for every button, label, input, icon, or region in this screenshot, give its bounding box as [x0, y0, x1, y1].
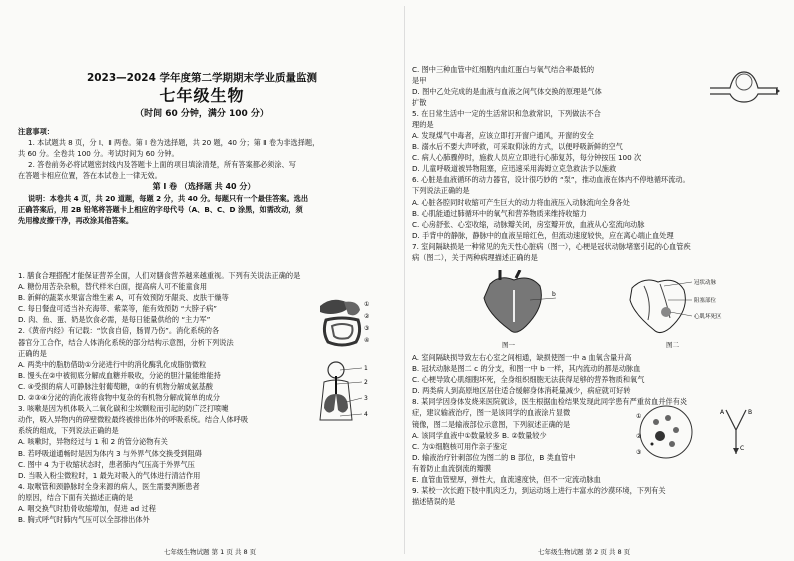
capillary-exchange-figure	[708, 66, 780, 106]
necrosis-area	[661, 307, 671, 317]
time-score: （时间 60 分钟，满分 100 分）	[135, 109, 269, 119]
section1-intro: 说明：本卷共 4 页，共 20 道题，每题 2 分，共 40 分。每题只有一个最佳答案。选出	[28, 193, 309, 203]
fig-label: A	[720, 409, 725, 416]
fig-label: 阻塞部位	[694, 298, 717, 304]
question-line: C. 心房舒张、心室收缩，动脉瓣关闭，房室瓣开放，血液从心室流向动脉	[412, 219, 645, 229]
questions-block	[18, 270, 314, 525]
notes-heading: 注意事项：	[18, 127, 54, 136]
question-line: B. 冠状动脉是图二 c 的分支，和图一中 b 一样，其内流动的都是动脉血	[412, 364, 641, 374]
question-line: A. 发现煤气中毒者，应该立即打开窗户通风，开窗的安全	[412, 131, 594, 140]
fig-label: 3	[364, 395, 368, 402]
vessel-path	[710, 94, 778, 102]
question-line: 6. 心脏是血液循环的动力器官，设计很巧妙的 “泵”，推动血液在体内不停地循环流动。	[412, 175, 690, 185]
arrow-right-icon	[776, 88, 780, 94]
fig-label: b	[552, 291, 556, 298]
question-line: D. 图中乙处完成的是血液与血液之间气体交换的原理是气体	[412, 87, 602, 97]
note-line: 共 60 分。全卷共 100 分。考试时间为 60 分钟。	[18, 149, 179, 159]
blood-cell	[669, 441, 675, 447]
question-line: C. ④受损的病人可静脉注射葡萄糖，③的有机物分解成氨基酸	[18, 381, 213, 391]
question-line: A. 室间隔缺损导致左右心室之间相通，缺损使图一中 a 血氧含量升高	[412, 353, 632, 362]
question-line: 2.《黄帝内经》有记载：“饮食自倍，肠胃乃伤”。消化系统的各	[18, 326, 220, 336]
right-text-top	[412, 64, 702, 131]
question-line: 7. 室间隔缺损是一种常见的先天性心脏病（图一），心梗是冠状动脉堵塞引起的心血管疾	[412, 241, 691, 251]
question-line: A. 心脏各腔同时收缩可产生巨大的动力将血液压入动脉流向全身各处	[412, 197, 630, 207]
question-line: D. 当吸入粉尘微粒时，1 最先对吸入的气体进行清洁作用	[18, 470, 201, 480]
heart-infarction-figure	[620, 272, 730, 340]
question-line: C. 病人心肺骤停时，施救人员应立即进行心肺复苏，每分钟按压 100 次	[412, 153, 642, 163]
question-line: C. 每日餐盘可适当补充海带、紫菜等，能有效预防 “大脖子病”	[18, 304, 218, 314]
question-line: 动作，吸入异物内的碎壁微粒最终被排出体外的呼吸系统。结合人体呼吸	[18, 415, 249, 425]
question-line: 理的是	[412, 120, 434, 130]
question-line: D. 手背中的静脉，静脉中的血液呈暗红色，但流动速度较快，应在离心端止血处理	[412, 230, 674, 240]
microscope-field	[640, 406, 692, 458]
fig-label: 冠状动脉	[694, 280, 717, 286]
question-line: 8. 某同学因身体发烧来医院就诊，医生根据血检结果发现此同学患有严重贫血并伴有炎	[412, 397, 688, 407]
fig-label: ①	[364, 301, 370, 308]
section1-intro: 先用橡皮擦干净，再改涂其他答案。	[18, 215, 134, 225]
fig-label: C	[740, 445, 745, 452]
question-line: 有着防止血流倒流的瓣膜	[412, 463, 492, 473]
label-line	[346, 398, 362, 402]
question-line: D. 儿童呼吸道被异物阻塞，应迅速采用海姆立克急救法予以施救	[412, 164, 617, 174]
blood-cell	[665, 415, 671, 421]
note-line: 2. 答卷前务必将试题密封线内及答题卡上面的项目填涂清楚，所有答案都必须涂、写	[28, 160, 296, 170]
fig-label: 4	[364, 411, 368, 418]
exam-title: 2023—2024 学年度第二学期期末学业质量监测	[86, 72, 318, 84]
question-line: 3. 咳嗽是因为机体吸入二氧化碳和尘埃颗粒而引起的防广泛打喷嚏	[18, 404, 229, 414]
question-line: 5. 在日常生活中一定的生活常识和急救常识，下列做法不合	[412, 109, 601, 119]
intestine-shape	[324, 318, 359, 345]
question-line: 系统的组成，下列说法正确的是	[18, 426, 119, 436]
right-page	[410, 0, 786, 561]
question-line: C. 图中三种血管中红细胞内血红蛋白与氧气结合率最低的	[412, 65, 595, 74]
question-line: 镜像，图二是输液部位示意图，下列叙述正确的是	[412, 419, 571, 429]
fig1-caption: 图一	[502, 341, 515, 349]
question-line: B. 新鲜的蔬菜水果富含维生素 A，可有效预防牙龈炎、皮肤干燥等	[18, 293, 229, 303]
fig-label: ②	[364, 313, 370, 320]
right-lung-shape	[336, 394, 348, 413]
question-line: D. 两类病人到高原地区居住适合缓解身体消耗量减少，病症就可好转	[412, 386, 631, 396]
question-line: 的原因，结合下面有关描述正确的是	[18, 492, 134, 502]
arrow-down-icon	[733, 448, 739, 454]
note-line: 1. 本试题共 8 页，分 Ⅰ、Ⅱ 两卷。第 Ⅰ 卷为选择题，共 20 题，40 分；第 Ⅱ 卷为非选择题，	[28, 138, 320, 148]
fig-label: B	[748, 409, 753, 416]
question-line: 描述错误的是	[412, 497, 456, 507]
question-line: 正确的是	[18, 348, 47, 358]
question-line: C. 心梗导致心肌细胞坏死，全身组织细胞无法获得足够的营养物质和氧气	[412, 375, 645, 385]
blood-smear-figure	[636, 404, 776, 460]
label-line	[337, 382, 362, 384]
note-line: 在答题卡相应位置，答在本试卷上一律无效。	[18, 171, 162, 181]
question-line: C. 图中 4 为于收缩状态时，患者肺内气压高于外界气压	[18, 459, 195, 469]
platelet	[651, 443, 654, 446]
question-line: C. 为①细胞核可用作亲子鉴定	[412, 441, 508, 451]
digestive-system-figure	[312, 292, 372, 352]
question-line: B. 若呼吸道通畅时是因为体内 3 与外界气体交换受到阻碍	[18, 448, 202, 458]
white-blood-cell	[655, 431, 665, 441]
question-line: B. 胸式呼气时肺内气压可以全部排出体外	[18, 515, 150, 525]
fig-label: ②	[636, 433, 642, 440]
fig-label: ③	[364, 325, 370, 332]
fig-label: ④	[364, 337, 370, 344]
question-line: 扩散	[412, 98, 427, 108]
respiratory-system-figure	[310, 360, 376, 422]
question-line: A. 糖份用苦杂杂粮，替代样米白面，提高病人可不能童食用	[18, 282, 208, 292]
liver-shape	[320, 300, 348, 314]
question-line: 1. 膳食合理搭配才能保证营养全面，人们对膳食营养越来越重视。下列有关说法正确的是	[18, 271, 301, 280]
question-line: D. ②③④分泌的消化液将食物中复杂的有机物分解成简单的成分	[18, 393, 220, 403]
question-line: A. 该同学血液中①数量较多 B. ②数量较少	[412, 430, 547, 440]
question-line: D. 肉、鱼、蛋、奶是饮食必需，是每日能量供给的 “主力军”	[18, 315, 211, 325]
question-line: A. 咳嗽时，异物经过与 1 和 2 的管分泌物有关	[18, 437, 168, 447]
question-line: B. 溺水后不要大声呼救，可采取仰泳的方式，以便呼吸新鲜的空气	[412, 142, 623, 152]
question-line: 病（图二），关于两种病理描述正确的是	[412, 253, 538, 263]
right-text-mid	[412, 130, 784, 263]
blood-cell	[653, 419, 659, 425]
subject-title: 七年级生物	[159, 86, 245, 105]
fig-label: 1	[364, 365, 368, 372]
fig-label: 2	[364, 379, 368, 386]
heart-septal-defect-figure	[470, 270, 560, 340]
question-line: 器官分工合作，结合人体消化系统的部分结构示意图，分析下列说法	[18, 337, 234, 347]
section1-title: 第 Ⅰ 卷 （选择题 共 40 分）	[152, 182, 256, 192]
question-line: 下列说法正确的是	[412, 186, 470, 196]
fig-label: 心肌坏死区	[694, 314, 722, 320]
small-intestine-shape	[332, 324, 353, 339]
notes-block	[18, 126, 390, 226]
question-line: B. 馒头在②中被彻底分解成血糖并吸收，分泌的胆汁量能维能持	[18, 370, 221, 380]
question-line: E. 血管血管壁厚，弹性大，血流速度快，但不一定流动脉血	[412, 475, 601, 485]
question-line: D. 输液治疗针刺部位为图二的 B 部位，B 类血管中	[412, 452, 576, 462]
question-line: B. 心肌能通过肺循环中的氧气和营养物质来维持收缩力	[412, 208, 587, 218]
page-footer: 七年级生物试题 第 1 页 共 8 页	[164, 548, 257, 556]
fig-label: ③	[636, 449, 642, 456]
question-line: A. 咽交换气时肋骨收缩增加，促进 ad 过程	[18, 503, 156, 513]
alveolus-shape	[736, 74, 752, 90]
question-line: A. 两类中的脂肪借助①分泌进行中的消化酶乳化成脂肪微粒	[18, 359, 207, 369]
left-page	[14, 0, 398, 561]
stomach-shape	[344, 302, 360, 316]
question-line: 9. 某校一次长跑下肢中肌肉乏力，到运动场上进行丰富水的沙漠环境，下列有关	[412, 486, 666, 496]
heart-shape	[484, 278, 541, 333]
blood-cell	[673, 427, 679, 433]
question-line: 4. 取喉管和颈静脉时全身来源的病人，医生需要判断患者	[18, 481, 200, 491]
left-lung-shape	[324, 394, 336, 413]
question-line: 症，建议输液治疗，图一是该同学的血液涂片显微	[412, 408, 571, 418]
question-line: 是甲	[412, 76, 427, 86]
page-footer: 七年级生物试题 第 2 页 共 8 页	[538, 548, 631, 556]
heart-outline	[630, 280, 685, 333]
fig-label: ①	[636, 413, 642, 420]
page-divider	[404, 6, 405, 554]
fig2-caption: 图二	[666, 341, 679, 349]
section1-intro: 正确答案后，用 2B 铅笔将答题卡上相应的字母代号（A、B、C、D 涂黑，如需改动，须	[18, 204, 303, 214]
